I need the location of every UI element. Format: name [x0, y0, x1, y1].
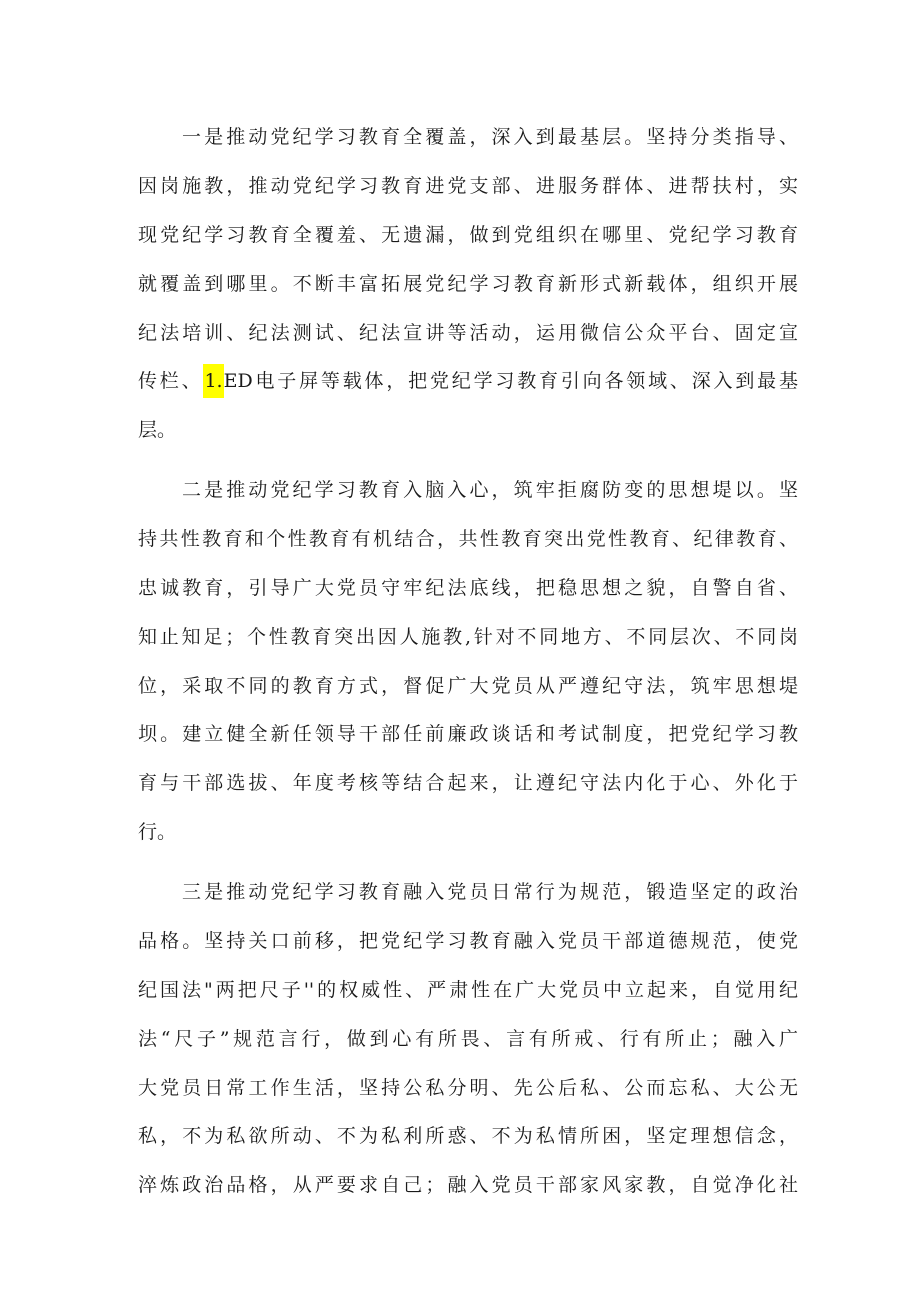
paragraph-3-line-4: 法“尺子”规范言行，做到心有所畏、言有所戒、行有所止；融入广 — [138, 1027, 798, 1050]
paragraph-2-line-4: 知止知足；个性教育突出因人施教,针对不同地方、不同层次、不同岗 — [138, 625, 798, 648]
paragraph-3-line-2: 品格。坚持关口前移，把党纪学习教育融入党员干部道德规范，使党 — [138, 929, 798, 952]
highlighted-text: 1. — [203, 364, 223, 398]
paragraph-1-line-3: 现党纪学习教育全覆羞、无遗漏，做到党组织在哪里、党纪学习教育 — [138, 223, 798, 246]
paragraph-1-line-4: 就覆盖到哪里。不断丰富拓展党纪学习教育新形式新载体，组织开展 — [138, 272, 798, 295]
paragraph-2-line-6: 坝。建立健全新任领导干部任前廉政谈话和考试制度，把党纪学习教 — [138, 723, 798, 746]
paragraph-1-line-7: 层。 — [138, 419, 177, 442]
paragraph-3-line-6: 私，不为私欲所动、不为私利所惑、不为私情所困，坚定理想信念， — [138, 1125, 798, 1148]
paragraph-3-line-7: 淬炼政治品格，从严要求自己；融入党员干部家风家教，自觉净化社 — [138, 1174, 798, 1197]
line-6-prefix: 传栏、 — [138, 370, 204, 393]
paragraph-2-line-1: 二是推动党纪学习教育入脑入心，筑牢拒腐防变的思想堤以。坚 — [182, 479, 798, 501]
paragraph-1-line-1: 一是推动党纪学习教育全覆盖，深入到最基层。坚持分类指导、 — [182, 126, 798, 148]
paragraph-2-line-5: 位，采取不同的教育方式，督促广大党员从严遵纪守法，筑牢思想堤 — [138, 674, 798, 697]
paragraph-1 — [138, 113, 798, 455]
paragraph-2 — [138, 466, 798, 857]
paragraph-1-line-2: 因岗施教，推动党纪学习教育进党支部、进服务群体、进帮扶村，实 — [138, 174, 798, 197]
paragraph-2-line-8: 行。 — [138, 821, 177, 844]
paragraph-2-line-7: 育与干部选拔、年度考核等结合起来，让遵纪守法内化于心、外化于 — [138, 772, 798, 795]
paragraph-3-line-3: 纪国法"两把尺子''的权威性、严肃性在广大党员中立起来，自觉用纪 — [138, 978, 798, 1001]
paragraph-3 — [138, 868, 798, 1210]
line-6-suffix: ED电子屏等载体，把党纪学习教育引向各领域、深入到最基 — [223, 370, 798, 393]
paragraph-1-line-6 — [138, 357, 798, 406]
paragraph-3-line-5: 大党员日常工作生活，坚持公私分明、先公后私、公而忘私、大公无 — [138, 1076, 798, 1099]
paragraph-2-line-3: 忠诚教育，引导广大党员守牢纪法底线，把稳思想之貌，自警自省、 — [138, 576, 798, 599]
paragraph-1-line-5: 纪法培训、纪法测试、纪法宣讲等活动，运用微信公众平台、固定宣 — [138, 321, 798, 344]
paragraph-3-line-1: 三是推动党纪学习教育融入党员日常行为规范，锻造坚定的政治 — [182, 881, 798, 903]
paragraph-2-line-2: 持共性教育和个性教育有机结合，共性教育突出党性教育、纪律教育、 — [138, 527, 798, 550]
